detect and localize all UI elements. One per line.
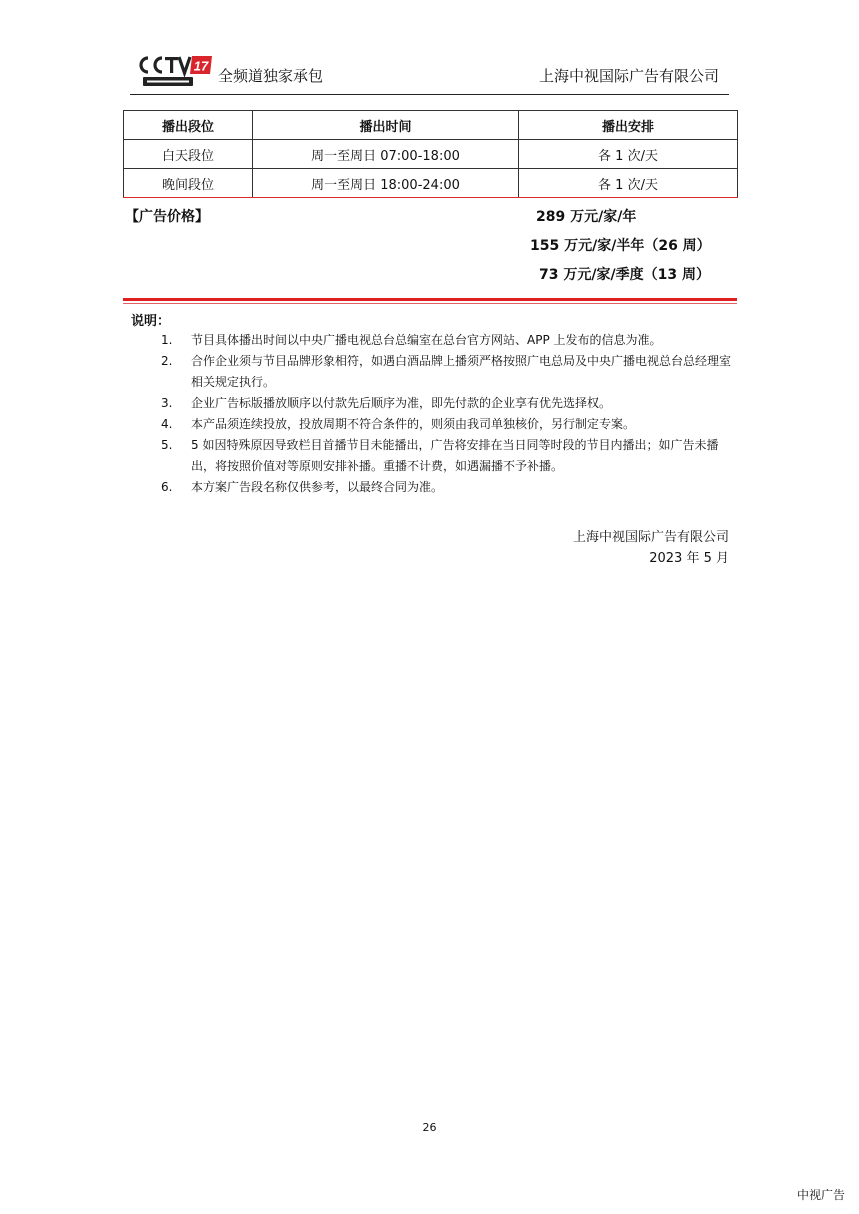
svg-text:17: 17 (193, 58, 209, 74)
divider-thick-line (123, 298, 737, 301)
signature-company: 上海中视国际广告有限公司 (572, 530, 729, 545)
list-item (131, 477, 731, 498)
table-cell: 各 1 次/天 (519, 169, 738, 198)
notes-title: 说明： (131, 314, 171, 329)
list-item-number: 2. (161, 354, 173, 368)
column-header-time: 播出时间 (253, 111, 519, 140)
watermark: 中视广告 (796, 1188, 845, 1202)
table-cell: 周一至周日 18:00-24:00 (253, 169, 519, 198)
page-number: 26 (422, 1121, 437, 1134)
column-header-slot: 播出段位 (124, 111, 253, 140)
table-cell: 各 1 次/天 (519, 140, 738, 169)
list-item (131, 393, 731, 414)
page-header (137, 52, 729, 96)
header-title-right: 上海中视国际广告有限公司 (538, 67, 719, 85)
notes-list (131, 330, 731, 498)
table-cell: 白天段位 (124, 140, 253, 169)
table-header-row (124, 111, 738, 140)
price-label: 【广告价格】 (125, 209, 209, 225)
price-annual: 289 万元/家/年 (536, 209, 637, 225)
table-row (124, 140, 738, 169)
price-quarter: 73 万元/家/季度（13 周） (539, 267, 710, 283)
table-cell: 晚间段位 (124, 169, 253, 198)
header-title-left: 全频道独家承包 (218, 67, 324, 85)
list-item-text: 5 如因特殊原因导致栏目首播节目未能播出，广告将安排在当日同等时段的节目内播出；如广告未播出，将按照价值对等原则安排补播。重播不计费，如遇漏播不予补播。 (191, 438, 719, 473)
list-item (131, 414, 731, 435)
list-item-text: 本方案广告段名称仅供参考，以最终合同为准。 (191, 480, 444, 494)
price-half-year: 155 万元/家/半年（26 周） (530, 238, 711, 254)
list-item-text: 节目具体播出时间以中央广播电视总台总编室在总台官方网站、APP 上发布的信息为准。 (191, 333, 662, 347)
divider-thin-line (123, 303, 737, 304)
list-item-number: 5. (161, 438, 173, 452)
cctv17-logo (137, 54, 213, 88)
list-item (131, 330, 731, 351)
list-item-number: 4. (161, 417, 173, 431)
column-header-arrangement: 播出安排 (519, 111, 738, 140)
list-item-text: 本产品须连续投放，投放周期不符合条件的，则须由我司单独核价，另行制定专案。 (191, 417, 636, 431)
signature-date: 2023 年 5 月 (649, 551, 729, 566)
header-divider (130, 94, 729, 95)
list-item-number: 6. (161, 480, 173, 494)
table-cell: 周一至周日 07:00-18:00 (253, 140, 519, 169)
section-divider (123, 298, 737, 304)
list-item (131, 351, 731, 393)
list-item-number: 1. (161, 333, 173, 347)
list-item-number: 3. (161, 396, 173, 410)
table-row (124, 169, 738, 198)
schedule-table (123, 110, 738, 198)
list-item (131, 435, 731, 477)
list-item-text: 合作企业须与节目品牌形象相符，如遇白酒品牌上播须严格按照广电总局及中央广播电视总台总经理室相关规定执行。 (191, 354, 732, 389)
cctv17-logo-mark (137, 54, 213, 88)
list-item-text: 企业广告标版播放顺序以付款先后顺序为准，即先付款的企业享有优先选择权。 (191, 396, 612, 410)
